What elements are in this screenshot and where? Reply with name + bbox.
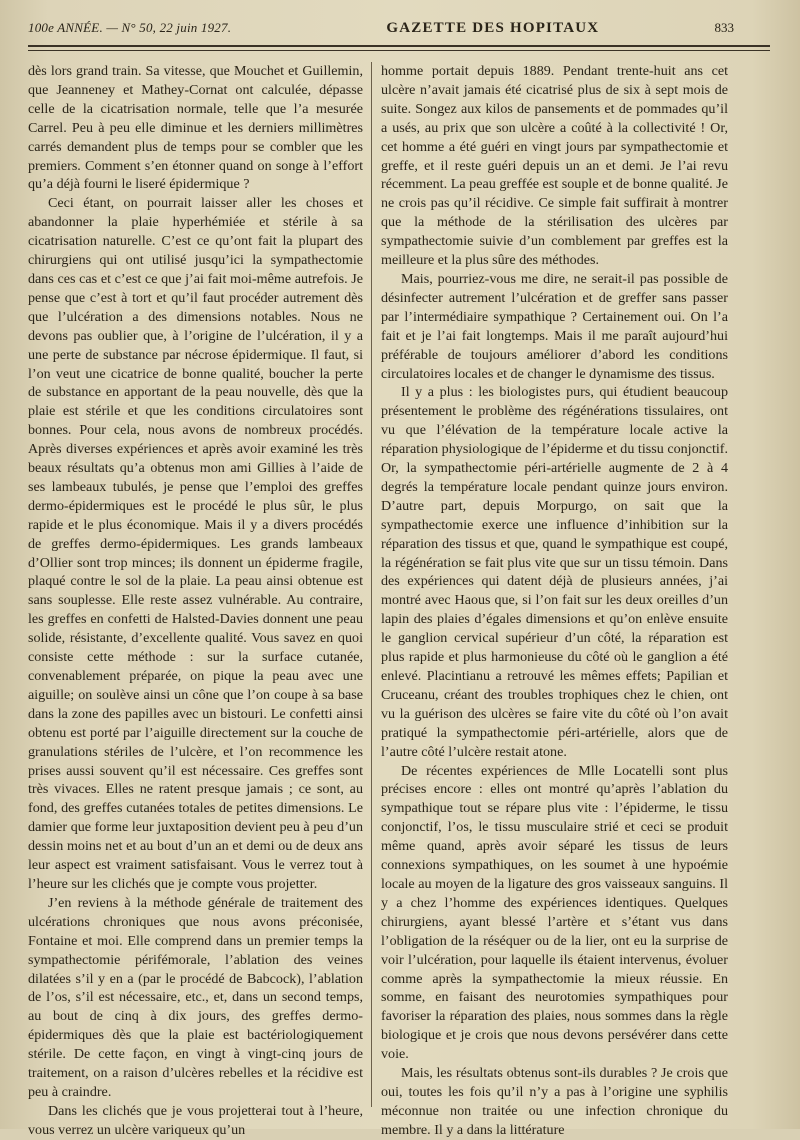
header-rule-thin	[28, 50, 770, 51]
paragraph: Mais, les résultats obtenus sont-ils durables ? Je crois que oui, toutes les fois qu’il n’y a pas à l’origine une syphilis méconnue non traitée ou une infection chronique du membre. Il y a dans la littérature	[381, 1065, 728, 1138]
page-number: 833	[714, 20, 734, 35]
paragraph: Il y a plus : les biologistes purs, qui étudient beaucoup présentement le problème des régénérations tissulaires, ont vu que l’élévation de la température locale active la réparation physiologique de l’épiderme et du tissu conjonctif. Or, la sympathectomie péri-artérielle augmente de 2 à 4 degrés la température locale pendant quinze jours environ. D’autre part, depuis Morpurgo, on sait que la sympathectomie exerce une influence d’inhibition sur la réparation des tissus et que, quand le sympathique est coupé, la régénération se fait plus vite que sur un tissu témoin. Dans des expériences qui datent déjà de plusieurs années, j’ai montré avec Haous que, si l’on fait sur les deux oreilles d’un lapin des plaies d’égales dimensions et qu’on enlève ensuite le ganglion cervical supérieur d’un côté, la réparation est plus rapide et plus harmonieuse du côté où le ganglion a été enlevé. Placintianu a retrouvé les mêmes effets; Papilian et Cruceanu, créant des troubles trophiques chez le chien, ont vu la guérison des ulcères se faire vite du côté où l’on avait pratiqué la sympathectomie péri-artérielle, alors que de l’autre côté l’ulcère restait atone.	[381, 384, 728, 760]
right-column	[381, 62, 728, 1138]
paragraph: J’en reviens à la méthode générale de traitement des ulcérations chroniques que nous avons préconisée, Fontaine et moi. Elle comprend dans un premier temps la sympathectomie périfémorale, l’ablation des veines dilatées s’il y en a (par le procédé de Babcock), l’ablation de l’os, s’il est nécessaire, etc., et, dans un second temps, au bout de cinq à dix jours, des greffes dermo-épidermiques dès que la plaie est bactériologiquement stérile. De cette façon, en vingt à vingt-cinq jours de traitement, on a raison d’ulcères rebelles et la récidive est peu à craindre.	[28, 894, 363, 1100]
journal-title: GAZETTE DES HOPITAUX	[386, 20, 600, 36]
paragraph: dès lors grand train. Sa vitesse, que Mouchet et Guillemin, que Jeanneney et Mathey-Cornat ont calculée, dépasse celle de la cicatrisation normale, telle que l’a mesurée Carrel. Peu à peu elle diminue et les derniers millimètres carrés demandent plus de temps pour se combler que les premiers. Comment s’en étonner quand on songe à l’effort qu’a déjà fourni le liseré épidermique ?	[28, 63, 363, 193]
paragraph: Dans les clichés que je vous projetterai tout à l’heure, vous verrez un ulcère variqueux qu’un	[28, 1102, 363, 1138]
header-rule	[28, 45, 770, 47]
left-column	[28, 62, 363, 1138]
paragraph: Ceci étant, on pourrait laisser aller les choses et abandonner la plaie hyperhémiée et stérile à sa cicatrisation naturelle. C’est ce qu’ont fait la plupart des chirurgiens qui ont utilisé jusqu’ici la sympathectomie dans ces cas et c’est ce que j’ai fait moi-même autrefois. Je pense que c’est à tort et qu’il faut procéder autrement dès que l’ulcération a des dimensions notables. Nous ne devons pas oublier que, à l’origine de l’ulcération, il y a une perte de substance par nécrose épidermique. Il faut, si l’on veut une cicatrice de bonne qualité, boucher la perte de substance en apportant de la peau nouvelle, dès que la plaie est stérile et que les conditions circulatoires sont bonnes. Pour cela, nous avons de nombreux procédés. Après diverses expériences et après avoir examiné les très beaux résultats qu’a obtenus mon ami Gillies à l’aide de ses lambeaux tubulés, je pense que l’emploi des greffes dermo-épidermiques est le procédé le plus sûr, le plus rapide et le plus économique. Mais il y a divers procédés de greffes dermo-épidermiques. Les grands lambeaux d’Ollier sont trop minces; ils donnent un épiderme fragile, plaqué contre le sol de la plaie. La peau ainsi obtenue est sans souplesse. Elle reste assez vulnérable. Au contraire, les greffes en confetti de Halsted-Davies donnent une peau solide, résistante, d’excellente qualité. Vous savez en quoi consiste cette méthode : sur la surface cutanée, convenablement préparée, on pique la peau avec une aiguille; on soulève ainsi un cône que l’on coupe à sa base dans la zone des papilles avec un bistouri. Le confetti ainsi obtenu est porté par l’aiguille directement sur la couche de granulations stériles de l’ulcère, et l’on recommence les prises aussi souvent qu’il est nécessaire. Ces greffes sont très vivaces. Elles ne ratent presque jamais ; ce sont, au fond, des greffes cutanées totales de petites dimensions. Le damier que forme leur juxtaposition devient peu à peu d’un dessin moins net et au bout d’un an et demi ou de deux ans leur aspect est vraiment satisfaisant. Vous le verrez tout à l’heure sur les clichés que je compte vous projetter.	[28, 195, 363, 892]
column-divider	[371, 62, 372, 1107]
issue-info: 100e ANNÉE. — N° 50, 22 juin 1927.	[28, 20, 232, 35]
paragraph: Mais, pourriez-vous me dire, ne serait-il pas possible de désinfecter autrement l’ulcération et de greffer sans passer par l’intermédiaire sympathique ? Certainement oui. On l’a fait et je l’ai fait longtemps. Mais il me paraît aujourd’hui préférable de toujours améliorer d’abord les conditions circulatoires locales et de changer le dynamisme des tissus.	[381, 270, 728, 382]
running-header	[28, 20, 734, 42]
paragraph: De récentes expériences de Mlle Locatelli sont plus précises encore : elles ont montré qu’après l’ablation du sympathique tout se répare plus vite : l’épiderme, le tissu conjonctif, l’os, le tissu musculaire strié et ceci se produit même quand, après avoir séparé les tissus de leurs connexions sympathiques, on les soumet à une hypoémie locale au moyen de la ligature des gros vaisseaux sanguins. Il y a chez l’homme des expériences identiques. Quelques chirurgiens, ayant blessé l’artère et s’étant vus dans l’obligation de la réséquer ou de la lier, ont eu la surprise de voir l’ulcération, pour laquelle ils étaient intervenus, évoluer comme après la sympathectomie la mieux réussie. En somme, en faisant des neurotomies sympathiques pour favoriser la réparation des plaies, nous sommes dans la règle biologique et je crois que nous devons persévérer dans cette voie.	[381, 762, 728, 1063]
paragraph: homme portait depuis 1889. Pendant trente-huit ans cet ulcère n’avait jamais été cicatrisé plus de six à sept mois de suite. Songez aux kilos de pansements et de pommades qu’il a usés, au prix que son ulcère a coûté à la collectivité ! Or, cet homme a été guéri en vingt jours par sympathectomie et greffe, et il reste guéri depuis un an et demi. Je l’ai revu récemment. La peau greffée est souple et de bonne qualité. Je ne crois pas qu’il récidive. Ce simple fait suffirait à montrer que la méthode de la stérilisation des ulcères par sympathectomie suivie d’un comblement par greffes est la meilleure et la plus sûre des méthodes.	[381, 63, 728, 269]
